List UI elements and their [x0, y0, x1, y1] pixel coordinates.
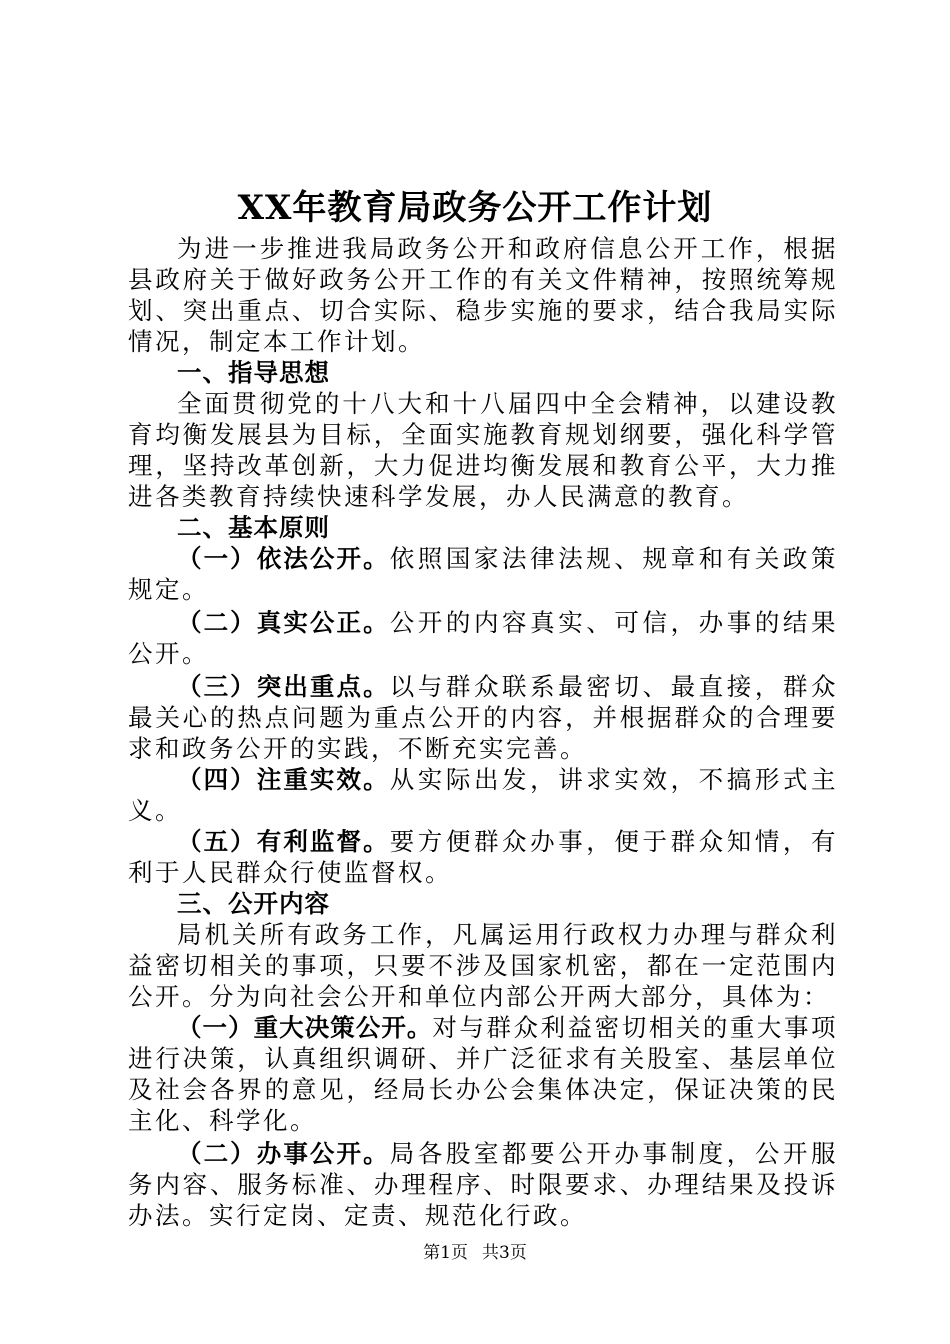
content-text: 局各股室都要公开办事制度，公开服务内容、服务标准、办理程序、时限要求、办理结果及投诉办法。实行定岗、定责、规范化行政。: [128, 1139, 839, 1230]
content-item: [128, 1012, 838, 1136]
principle-item: [128, 764, 838, 826]
principle-lead: （五）有利监督。: [177, 827, 390, 856]
section-heading-guiding-thought: 一、指导思想: [177, 358, 330, 387]
content-text: 对与群众利益密切相关的重大事项进行决策，认真组织调研、并广泛征求有关股室、基层单位及社会各界的意见，经局长办公会集体决定，保证决策的民主化、科学化。: [128, 1013, 839, 1135]
principle-item: [128, 671, 838, 764]
page-total: 共3页: [482, 1243, 527, 1263]
section-heading-basic-principles: 二、基本原则: [177, 513, 330, 542]
document-title: XX年教育局政务公开工作计划: [237, 188, 713, 228]
public-content-paragraph: 局机关所有政务工作，凡属运用行政权力办理与群众利益密切相关的事项，只要不涉及国家机密，都在一定范围内公开。分为向社会公开和单位内部公开两大部分，具体为：: [128, 920, 838, 1011]
principle-text: 从实际出发，讲求实效，不搞形式主义。: [128, 765, 839, 825]
intro-paragraph: 为进一步推进我局政务公开和政府信息公开工作，根据县政府关于做好政务公开工作的有关文件精神，按照统筹规划、突出重点、切合实际、稳步实施的要求，结合我局实际情况，制定本工作计划。: [128, 234, 838, 356]
principle-text: 依照国家法律法规、规章和有关政策规定。: [128, 544, 839, 604]
principle-item: [128, 826, 838, 888]
principle-text: 要方便群众办事，便于群众知情，有利于人民群众行使监督权。: [128, 827, 839, 887]
content-lead: （二）办事公开。: [177, 1139, 390, 1168]
principle-lead: （三）突出重点。: [177, 672, 390, 701]
guiding-thought-paragraph: 全面贯彻党的十八大和十八届四中全会精神，以建设教育均衡发展县为目标，全面实施教育规划纲要，强化科学管理，坚持改革创新，大力促进均衡发展和教育公平，大力推进各类教育持续快速科学发展，办人民满意的教育。: [128, 389, 838, 511]
principle-text: 公开的内容真实、可信，办事的结果公开。: [128, 608, 839, 668]
principle-text: 以与群众联系最密切、最直接，群众最关心的热点问题为重点公开的内容，并根据群众的合理要求和政务公开的实践，不断充实完善。: [128, 672, 839, 763]
principle-item: [128, 543, 838, 605]
principle-lead: （四）注重实效。: [177, 765, 390, 794]
section-heading-public-content: 三、公开内容: [177, 889, 330, 918]
page-number: 第1页: [423, 1243, 468, 1263]
principle-item: [128, 607, 838, 669]
principle-lead: （一）依法公开。: [177, 544, 390, 573]
content-item: [128, 1138, 838, 1231]
principle-lead: （二）真实公正。: [177, 608, 390, 637]
document-body: [128, 233, 838, 1231]
content-lead: （一）重大决策公开。: [177, 1013, 433, 1042]
page-footer: [0, 1242, 950, 1264]
